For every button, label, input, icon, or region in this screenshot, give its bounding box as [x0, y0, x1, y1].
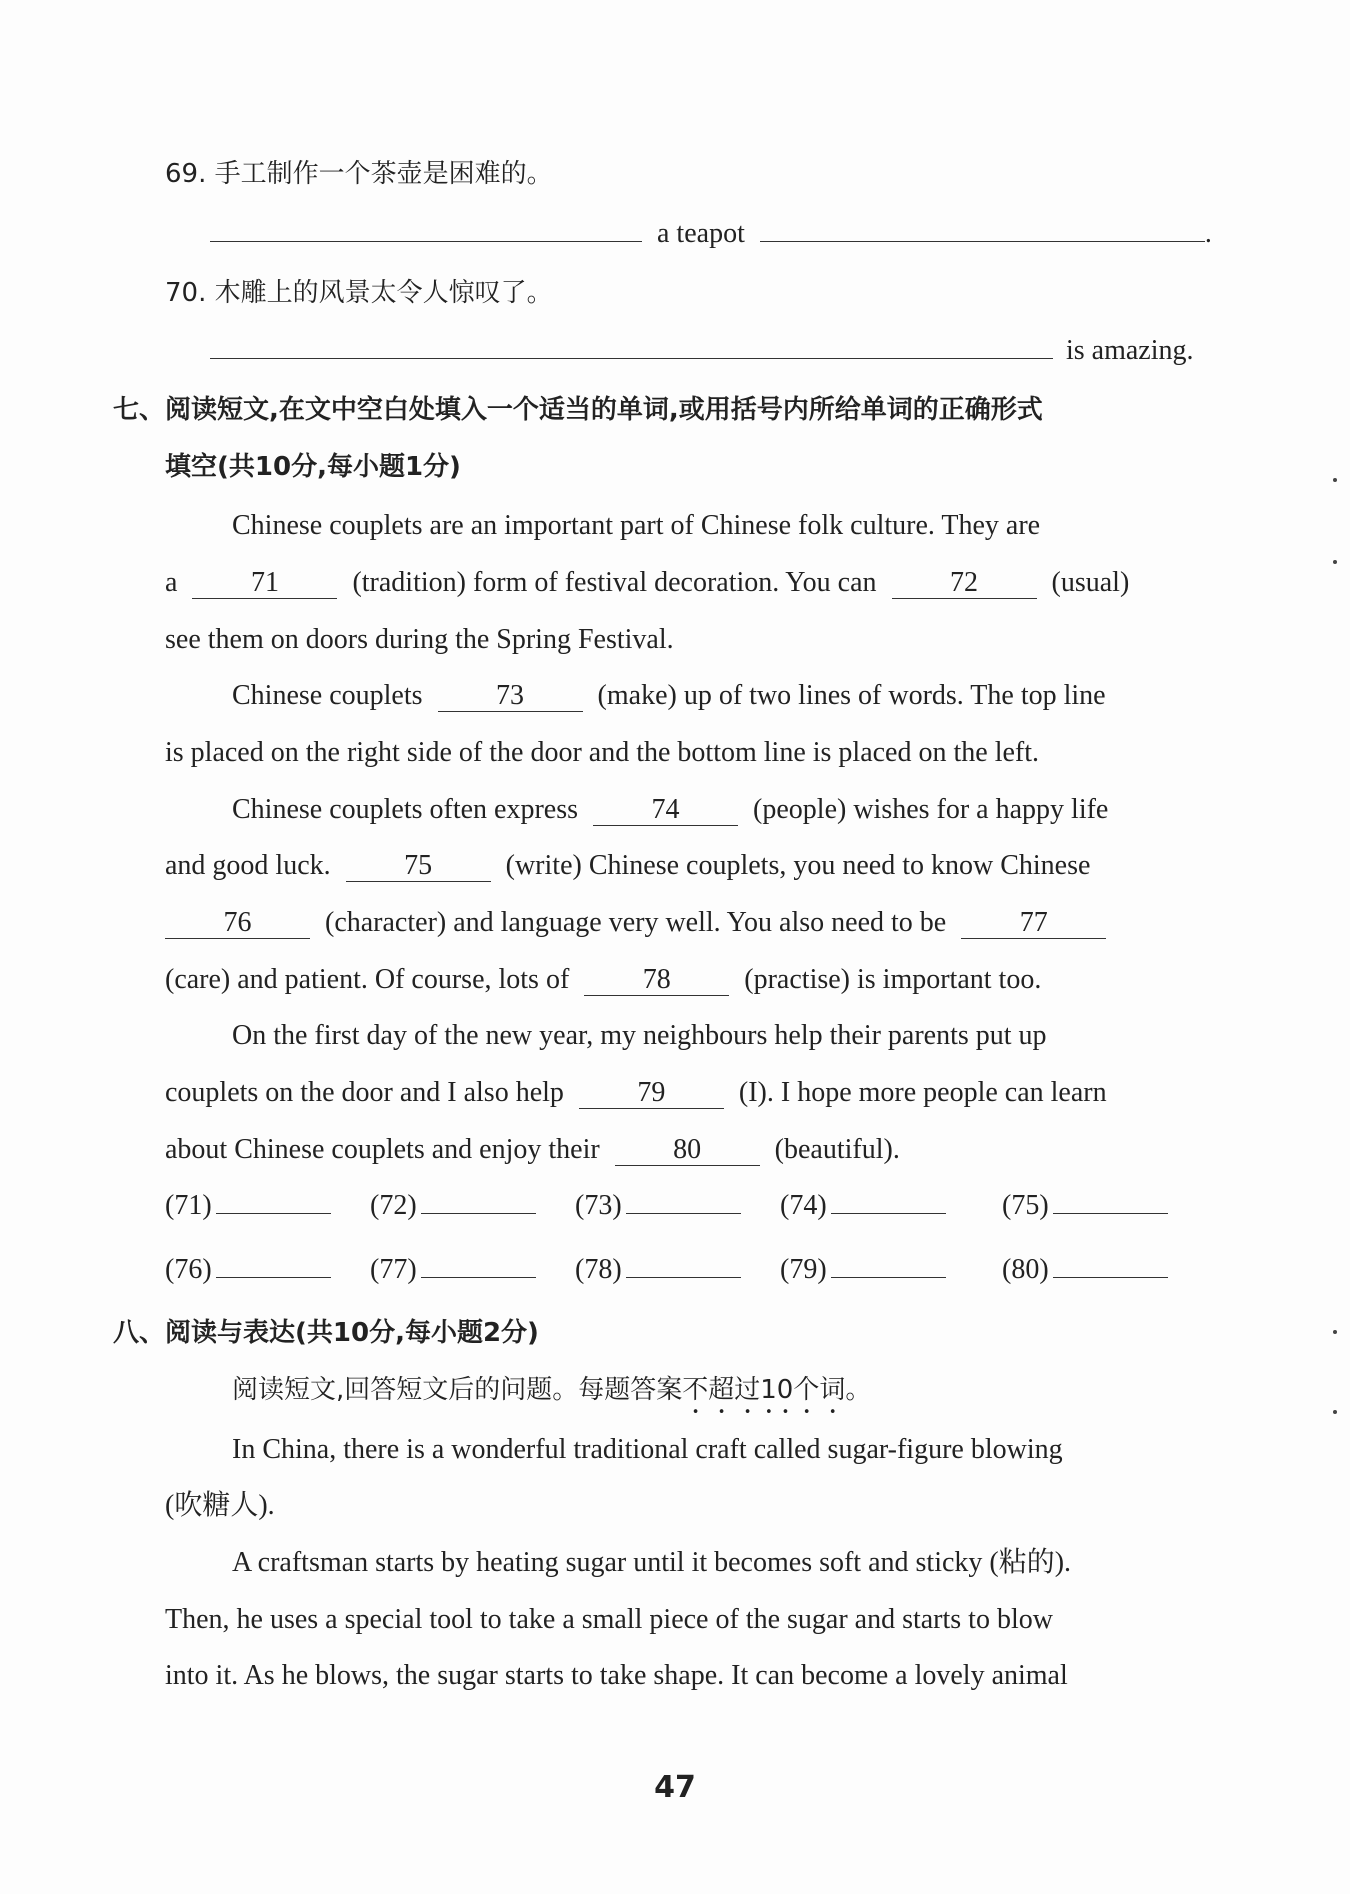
- passage-line: [165, 903, 1106, 943]
- passage-text: (tradition) form of festival decoration. You can: [352, 567, 877, 598]
- answer-blank[interactable]: [210, 241, 642, 242]
- blank-80[interactable]: 80: [615, 1135, 760, 1166]
- passage-text: (beautiful).: [774, 1134, 900, 1165]
- answer-item: (74): [780, 1186, 946, 1226]
- answer-item: (72): [370, 1186, 536, 1226]
- answer-blank[interactable]: [760, 241, 1205, 242]
- answer-item: (71): [165, 1186, 331, 1226]
- instruction-emphasis: 不超过10个词: [682, 1375, 846, 1405]
- answer-line[interactable]: [421, 1251, 536, 1278]
- answer-item: (73): [575, 1186, 741, 1226]
- passage-line: [232, 676, 1106, 716]
- passage-text: (I). I hope more people can learn: [738, 1077, 1107, 1108]
- blank-73[interactable]: 73: [438, 681, 583, 712]
- scan-dot: [1333, 478, 1337, 482]
- answer-item: (75): [1002, 1186, 1168, 1226]
- answer-item: (80): [1002, 1250, 1168, 1290]
- answer-item: (79): [780, 1250, 946, 1290]
- blank-74[interactable]: 74: [593, 795, 738, 826]
- scan-dot: [1333, 1410, 1337, 1414]
- answer-item: (77): [370, 1250, 536, 1290]
- instruction-text: 。: [845, 1375, 872, 1405]
- passage-text: Chinese couplets: [232, 680, 423, 711]
- blank-71[interactable]: 71: [192, 568, 337, 599]
- passage-text: (people) wishes for a happy life: [753, 794, 1109, 825]
- blank-76[interactable]: 76: [165, 908, 310, 939]
- passage-line: On the first day of the new year, my neighbours help their parents put up: [232, 1020, 1047, 1051]
- answer-line[interactable]: [216, 1251, 331, 1278]
- question-69-sentence: [210, 214, 1212, 254]
- passage-line: [165, 1073, 1107, 1113]
- answer-line[interactable]: [1053, 1251, 1168, 1278]
- passage-line: [165, 960, 1041, 1000]
- passage-line: (吹糖人).: [165, 1490, 275, 1521]
- question-70-end: is amazing.: [1066, 335, 1194, 366]
- scan-dot: [1333, 560, 1337, 564]
- passage-text: couplets on the door and I also help: [165, 1077, 564, 1108]
- blank-75[interactable]: 75: [346, 851, 491, 882]
- passage-text: (character) and language very well. You also need to be: [325, 907, 947, 938]
- passage-line: [165, 1130, 900, 1170]
- blank-78[interactable]: 78: [584, 965, 729, 996]
- section-8-instruction: [232, 1370, 871, 1420]
- answer-line[interactable]: [421, 1187, 536, 1214]
- passage-line: is placed on the right side of the door and the bottom line is placed on the left.: [165, 737, 1040, 768]
- passage-line: [232, 790, 1108, 830]
- answer-blank[interactable]: [210, 358, 1053, 359]
- question-69-end: .: [1204, 218, 1212, 249]
- question-70-prompt: 70. 木雕上的风景太令人惊叹了。: [165, 278, 553, 308]
- passage-text: a: [165, 567, 178, 598]
- instruction-text: 阅读短文,回答短文后的问题。每题答案: [232, 1375, 683, 1405]
- blank-72[interactable]: 72: [892, 568, 1037, 599]
- blank-77[interactable]: 77: [961, 908, 1106, 939]
- section-7-heading: 七、阅读短文,在文中空白处填入一个适当的单词,或用括号内所给单词的正确形式: [113, 395, 1043, 425]
- answer-line[interactable]: [626, 1251, 741, 1278]
- question-69-prompt: 69. 手工制作一个茶壶是困难的。: [165, 159, 553, 189]
- answer-line[interactable]: [1053, 1187, 1168, 1214]
- answer-line[interactable]: [626, 1187, 741, 1214]
- passage-text: and good luck.: [165, 850, 331, 881]
- passage-line: [165, 846, 1090, 886]
- blank-79[interactable]: 79: [579, 1078, 724, 1109]
- passage-text: (usual): [1051, 567, 1130, 598]
- passage-text: (make) up of two lines of words. The top line: [597, 680, 1106, 711]
- passage-line: A craftsman starts by heating sugar until it becomes soft and sticky (粘的).: [232, 1547, 1072, 1578]
- passage-line: into it. As he blows, the sugar starts to take shape. It can become a lovely animal: [165, 1660, 1068, 1691]
- passage-line: see them on doors during the Spring Festival.: [165, 624, 674, 655]
- page-number: 47: [654, 1770, 696, 1805]
- passage-text: Chinese couplets often express: [232, 794, 579, 825]
- passage-text: (care) and patient. Of course, lots of: [165, 964, 570, 995]
- answer-line[interactable]: [831, 1251, 946, 1278]
- passage-text: (write) Chinese couplets, you need to know Chinese: [505, 850, 1091, 881]
- question-70-sentence: [210, 331, 1194, 371]
- passage-text: about Chinese couplets and enjoy their: [165, 1134, 600, 1165]
- answer-line[interactable]: [216, 1187, 331, 1214]
- passage-text: (practise) is important too.: [744, 964, 1042, 995]
- section-7-heading-cont: 填空(共10分,每小题1分): [165, 452, 461, 482]
- answer-line[interactable]: [831, 1187, 946, 1214]
- section-8-heading: 八、阅读与表达(共10分,每小题2分): [113, 1318, 539, 1348]
- answer-item: (76): [165, 1250, 331, 1290]
- passage-line: Then, he uses a special tool to take a small piece of the sugar and starts to blow: [165, 1604, 1053, 1635]
- question-69-middle: a teapot: [657, 218, 745, 249]
- answer-item: (78): [575, 1250, 741, 1290]
- passage-line: [165, 563, 1129, 603]
- scan-dot: [1333, 1330, 1337, 1334]
- passage-line: In China, there is a wonderful traditional craft called sugar-figure blowing: [232, 1434, 1063, 1465]
- passage-line: Chinese couplets are an important part of Chinese folk culture. They are: [232, 510, 1041, 541]
